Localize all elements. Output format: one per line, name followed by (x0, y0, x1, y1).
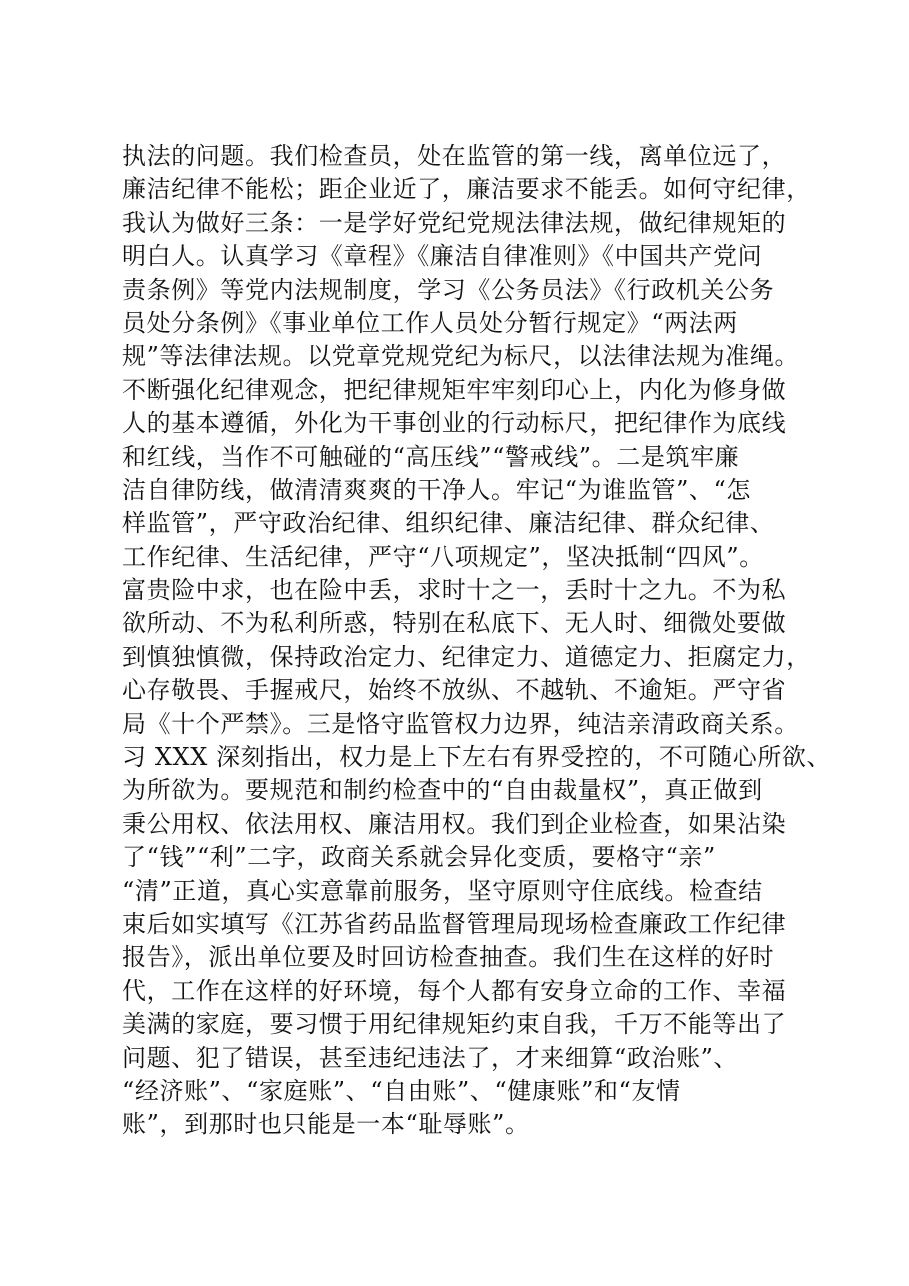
text-line: 执法的问题。我们检查员，处在监管的第一线，离单位远了， (122, 142, 787, 170)
text-line: 心存敬畏、手握戒尺，始终不放纵、不越轨、不逾矩。严守省 (122, 676, 787, 705)
text-line: 和红线，当作不可触碰的“高压线”“警戒线”。二是筑牢廉 (122, 442, 740, 471)
text-line: “清”正道，真心实意靠前服务，坚守原则守住底线。检查结 (122, 876, 763, 905)
text-line: 为所欲为。要规范和制约检查中的“自由裁量权”，真正做到 (122, 776, 763, 805)
text-line: 代，工作在这样的好环境，每个人都有安身立命的工作、幸福 (122, 976, 787, 1005)
text-line: 不断强化纪律观念，把纪律规矩牢牢刻印心上，内化为修身做 (122, 375, 787, 404)
text-line: 欲所动、不为私利所惑，特别在私底下、无人时、细微处要做 (122, 609, 787, 638)
text-line: 到慎独慎微，保持政治定力、纪律定力、道德定力、拒腐定力， (122, 642, 811, 671)
text-line: “经济账”、“家庭账”、“自由账”、“健康账”和“友情 (122, 1076, 681, 1105)
text-line: 明白人。认真学习《章程》《廉洁自律准则》《中国共产党问 (122, 242, 763, 271)
text-line: 问题、犯了错误，甚至违纪违法了，才来细算“政治账”、 (122, 1043, 739, 1072)
text-line: 局《十个严禁》。三是恪守监管权力边界，纯洁亲清政商关系。 (122, 709, 799, 738)
text-line: 我认为做好三条：一是学好党纪党规法律法规，做纪律规矩的 (122, 208, 787, 237)
body-text (122, 140, 832, 1142)
text-line: 廉洁纪律不能松；距企业近了，廉洁要求不能丢。如何守纪律， (122, 175, 811, 204)
text-line: 工作纪律、生活纪律，严守“八项规定”，坚决抵制“四风”。 (122, 542, 764, 571)
text-line: 美满的家庭，要习惯于用纪律规矩约束自我，千万不能等出了 (122, 1010, 787, 1039)
text-line: 富贵险中求，也在险中丢，求时十之一，丢时十之九。不为私 (122, 576, 787, 605)
text-line: 洁自律防线，做清清爽爽的干净人。牢记“为谁监管”、“怎 (122, 475, 752, 504)
text-line: 样监管”，严守政治纪律、组织纪律、廉洁纪律、群众纪律、 (122, 509, 775, 538)
text-line: 秉公用权、依法用权、廉洁用权。我们到企业检查，如果沾染 (122, 809, 787, 838)
text-line: 账”，到那时也只能是一本“耻辱账”。 (122, 1110, 530, 1139)
text-line: 人的基本遵循，外化为干事创业的行动标尺，把纪律作为底线 (122, 409, 787, 438)
text-line: 员处分条例》《事业单位工作人员处分暂行规定》“两法两 (122, 308, 738, 337)
text-line: 了“钱”“利”二字，政商关系就会异化变质，要格守“亲” (122, 843, 716, 872)
text-line: 报告》，派出单位要及时回访检查抽查。我们生在这样的好时 (122, 943, 775, 972)
text-line: 规”等法律法规。以党章党规党纪为标尺，以法律法规为准绳。 (122, 342, 800, 371)
text-line: 习 XXX 深刻指出，权力是上下左右有界受控的，不可随心所欲、 (122, 743, 832, 772)
text-line: 束后如实填写《江苏省药品监督管理局现场检查廉政工作纪律 (122, 909, 787, 938)
text-line: 责条例》等党内法规制度，学习《公务员法》《行政机关公务 (122, 275, 775, 304)
